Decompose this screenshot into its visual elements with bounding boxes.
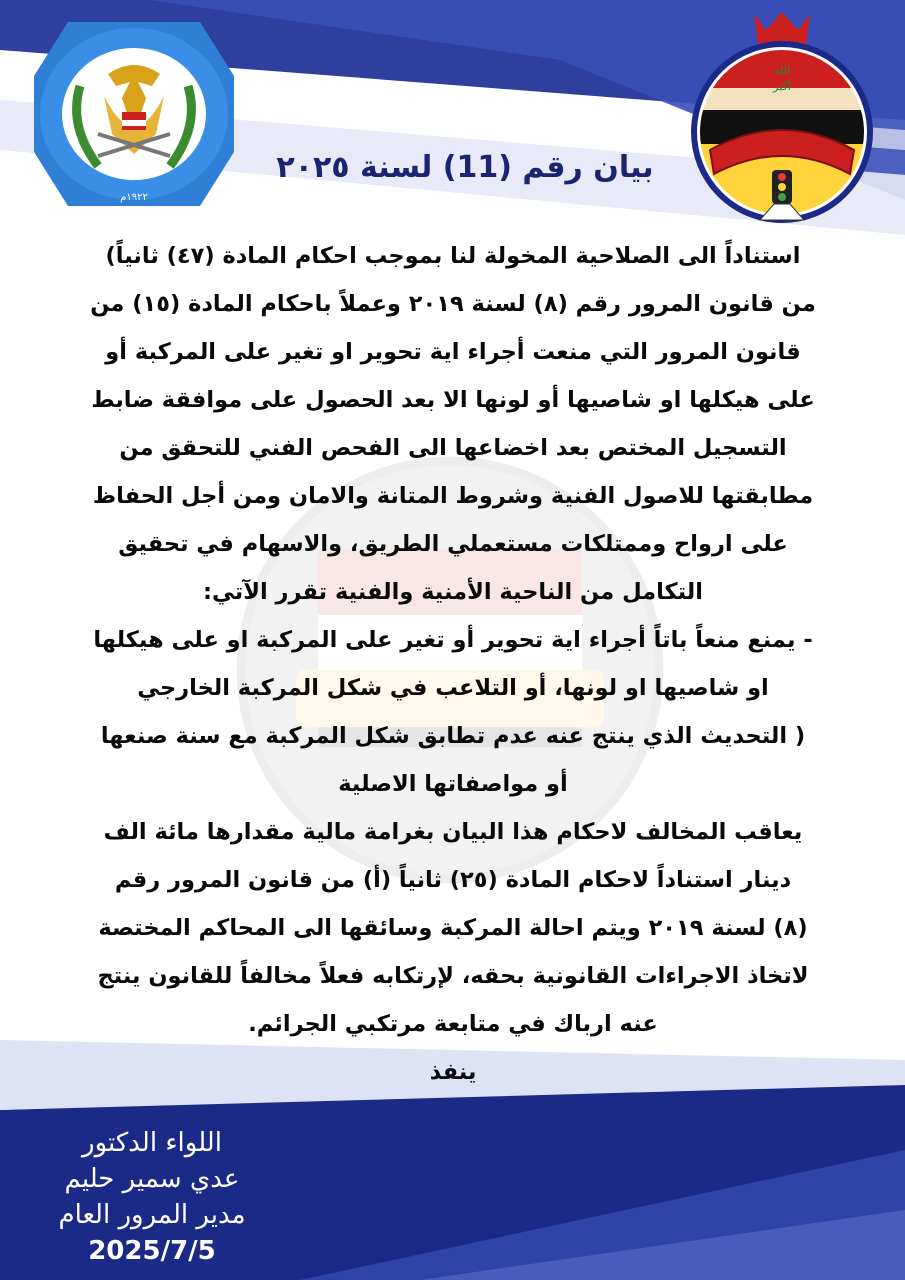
body-line: التكامل من الناحية الأمنية والفنية تقرر الآتي: xyxy=(203,579,703,605)
body-line: - يمنع منعاً باتاً أجراء اية تحوير أو تغير على المركبة او على هيكلها xyxy=(93,627,813,653)
body-line: من قانون المرور رقم (٨) لسنة ٢٠١٩ وعملاً باحكام المادة (١٥) من xyxy=(90,291,816,317)
statement-date: 2025/7/5 xyxy=(88,1236,216,1266)
traffic-directorate-logo xyxy=(690,10,875,225)
body-line: دينار استناداً لاحكام المادة (٢٥) ثانياً (أ) من قانون المرور رقم xyxy=(114,867,792,893)
body-line: التسجيل المختص بعد اخضاعها الى الفحص الفني للتحقق من xyxy=(119,435,787,461)
body-line: أو مواصفاتها الاصلية xyxy=(338,771,568,797)
statement-title: بيان رقم (11) لسنة ٢٠٢٥ xyxy=(276,150,654,185)
body-line: ( التحديث الذي ينتج عنه عدم تطابق شكل المركبة مع سنة صنعها xyxy=(100,723,806,749)
ministry-seal-logo xyxy=(28,16,240,212)
body-line: استناداً الى الصلاحية المخولة لنا بموجب احكام المادة (٤٧) ثانياً) xyxy=(105,243,801,269)
svg-text:١٩٢٢م: ١٩٢٢م xyxy=(120,192,148,203)
statement-body xyxy=(22,232,884,1096)
signer-rank: اللواء الدكتور xyxy=(82,1128,222,1158)
body-line: او شاصيها او لونها، أو التلاعب في شكل المركبة الخارجي xyxy=(137,675,769,701)
signature-block xyxy=(22,1125,282,1269)
body-line: على هيكلها او شاصيها أو لونها الا بعد الحصول على موافقة ضابط xyxy=(91,387,815,413)
body-line: على ارواح وممتلكات مستعملي الطريق، والاسهام في تحقيق xyxy=(118,531,788,557)
body-line: (٨) لسنة ٢٠١٩ ويتم احالة المركبة وسائقها الى المحاكم المختصة xyxy=(98,915,808,941)
signer-position: مدير المرور العام xyxy=(58,1200,246,1230)
body-line: لاتخاذ الاجراءات القانونية بحقه، لإرتكابه فعلاً مخالفاً للقانون ينتج xyxy=(97,963,809,989)
svg-text:أكبر: أكبر xyxy=(773,80,791,93)
body-line: قانون المرور التي منعت أجراء اية تحوير او تغير على المركبة أو xyxy=(105,339,801,365)
body-line-enforce: ينفذ xyxy=(429,1059,477,1085)
svg-text:الله: الله xyxy=(774,64,790,77)
body-line: مطابقتها للاصول الفنية وشروط المتانة والامان ومن أجل الحفاظ xyxy=(92,483,814,509)
body-line: عنه ارباك في متابعة مرتكبي الجرائم. xyxy=(248,1011,658,1037)
body-line: يعاقب المخالف لاحكام هذا البيان بغرامة مالية مقدارها مائة الف xyxy=(103,819,803,845)
signer-name: عدي سمير حليم xyxy=(64,1164,240,1194)
